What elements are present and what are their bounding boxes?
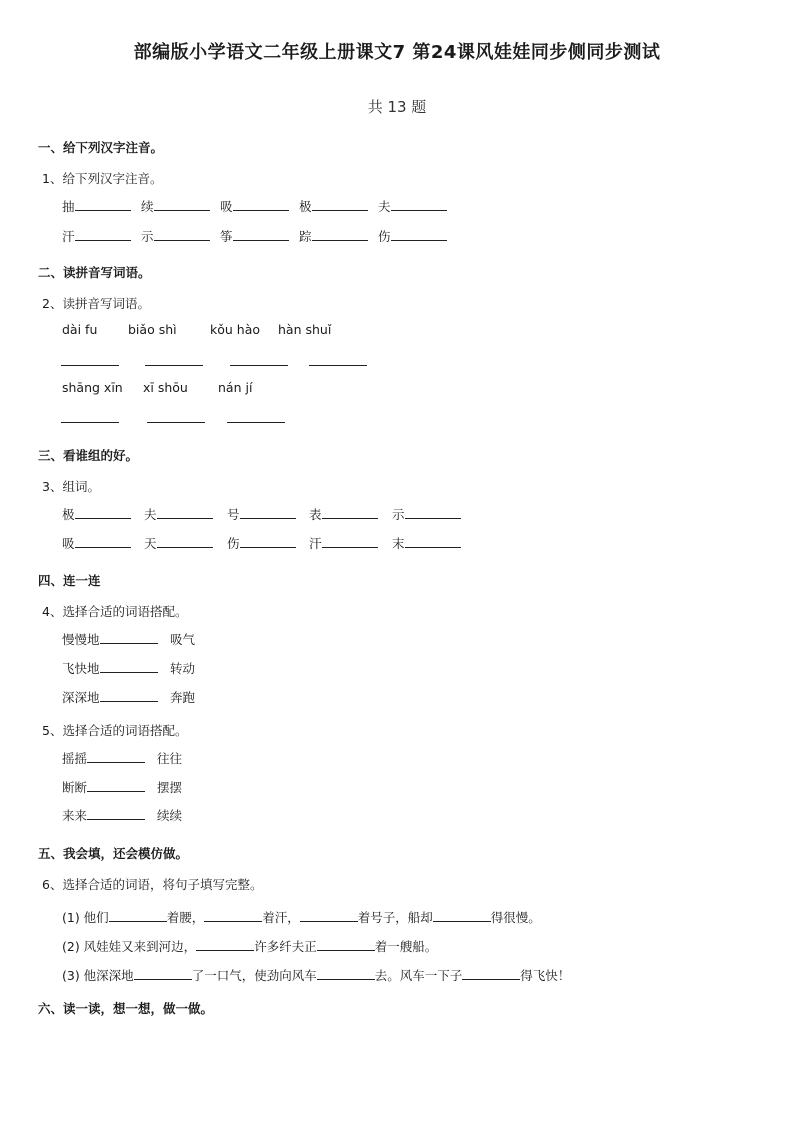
word-item[interactable]: 末 — [392, 534, 461, 552]
char-item[interactable]: 踪 — [299, 227, 368, 245]
page-title: 部编版小学语文二年级上册课文7 第24课风娃娃同步侧同步测试 — [133, 42, 661, 63]
question-1: 1、给下列汉字注音。 — [42, 171, 163, 186]
sentence-3: (3) 他深深地 了一口气，使劲向风车 去。风车一下子 得飞快！ — [62, 968, 571, 983]
match-right[interactable]: 续续 — [157, 808, 183, 823]
question-count: 共 13 题 — [367, 98, 427, 116]
pinyin-label: hàn shuǐ — [278, 322, 332, 337]
question-4: 4、选择合适的词语搭配。 — [42, 604, 188, 619]
word-item[interactable]: 表 — [309, 505, 378, 523]
char-item[interactable]: 伤 — [378, 227, 447, 245]
match-left[interactable]: 断断 — [62, 778, 145, 796]
char-item[interactable]: 吸 — [220, 197, 289, 215]
answer-blank[interactable] — [317, 938, 375, 951]
question-6: 6、选择合适的词语，将句子填写完整。 — [42, 877, 263, 892]
answer-blank[interactable] — [204, 909, 262, 922]
pinyin-label: shāng xīn — [62, 380, 123, 395]
answer-blank[interactable] — [317, 967, 375, 980]
sentence-1: (1) 他们 着腰， 着汗， 着号子，船却 得很慢。 — [62, 910, 541, 925]
match-right[interactable]: 转动 — [170, 661, 196, 676]
match-left[interactable]: 深深地 — [62, 688, 158, 706]
char-item[interactable]: 极 — [299, 197, 368, 215]
section-5-heading: 五、我会填，还会模仿做。 — [38, 846, 189, 861]
answer-blank[interactable] — [227, 421, 285, 423]
char-item[interactable]: 汗 — [62, 227, 131, 245]
word-item[interactable]: 示 — [392, 505, 461, 523]
question-5: 5、选择合适的词语搭配。 — [42, 723, 188, 738]
match-right[interactable]: 奔跑 — [170, 690, 196, 705]
answer-blank[interactable] — [61, 421, 119, 423]
answer-blank[interactable] — [230, 364, 288, 366]
char-item[interactable]: 筝 — [220, 227, 289, 245]
pinyin-label: kǒu hào — [210, 322, 261, 337]
char-item[interactable]: 续 — [141, 197, 210, 215]
answer-blank[interactable] — [61, 364, 119, 366]
pinyin-label: xī shōu — [143, 380, 188, 395]
word-item[interactable]: 极 — [62, 505, 131, 523]
char-item[interactable]: 抽 — [62, 197, 131, 215]
answer-blank[interactable] — [147, 421, 205, 423]
match-right[interactable]: 吸气 — [170, 632, 196, 647]
answer-blank[interactable] — [433, 909, 491, 922]
word-item[interactable]: 号 — [227, 505, 296, 523]
word-item[interactable]: 夫 — [144, 505, 213, 523]
question-2: 2、读拼音写词语。 — [42, 296, 150, 311]
section-3-heading: 三、看谁组的好。 — [38, 448, 139, 463]
answer-blank[interactable] — [134, 967, 192, 980]
match-right[interactable]: 往往 — [157, 751, 183, 766]
section-6-heading: 六、读一读，想一想，做一做。 — [38, 1001, 214, 1016]
section-4-heading: 四、连一连 — [38, 573, 101, 588]
pinyin-label: biǎo shì — [128, 322, 177, 337]
answer-blank[interactable] — [309, 364, 367, 366]
word-item[interactable]: 汗 — [309, 534, 378, 552]
answer-blank[interactable] — [300, 909, 358, 922]
answer-blank[interactable] — [462, 967, 520, 980]
char-item[interactable]: 示 — [141, 227, 210, 245]
sentence-2: (2) 风娃娃又来到河边， 许多纤夫正 着一艘船。 — [62, 939, 438, 954]
answer-blank[interactable] — [145, 364, 203, 366]
answer-blank[interactable] — [196, 938, 254, 951]
char-item[interactable]: 夫 — [378, 197, 447, 215]
answer-blank[interactable] — [109, 909, 167, 922]
pinyin-label: nán jí — [218, 380, 253, 395]
match-left[interactable]: 来来 — [62, 806, 145, 824]
word-item[interactable]: 吸 — [62, 534, 131, 552]
word-item[interactable]: 伤 — [227, 534, 296, 552]
word-item[interactable]: 天 — [144, 534, 213, 552]
match-left[interactable]: 慢慢地 — [62, 630, 158, 648]
pinyin-label: dài fu — [62, 322, 98, 337]
match-left[interactable]: 摇摇 — [62, 749, 145, 767]
section-2-heading: 二、读拼音写词语。 — [38, 265, 151, 280]
match-right[interactable]: 摆摆 — [157, 780, 183, 795]
question-3: 3、组词。 — [42, 479, 100, 494]
section-1-heading: 一、给下列汉字注音。 — [38, 140, 164, 155]
match-left[interactable]: 飞快地 — [62, 659, 158, 677]
